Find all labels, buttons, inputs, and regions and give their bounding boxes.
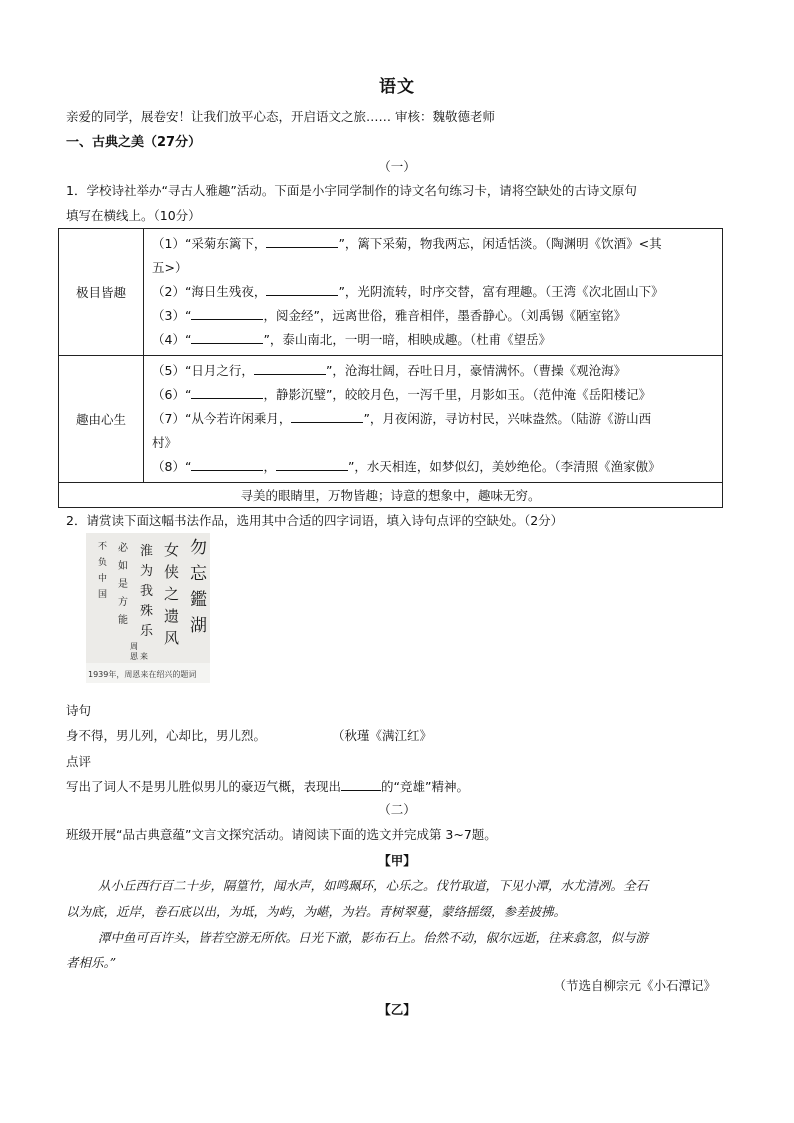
answer-blank[interactable] <box>276 456 348 471</box>
poem-label: 诗句 <box>66 703 92 718</box>
answer-blank[interactable] <box>341 776 381 791</box>
part-one-heading: （一） <box>378 159 416 174</box>
passage-jia-heading: 【甲】 <box>378 853 416 868</box>
calligraphy-char: 勿 <box>190 538 207 558</box>
calligraphy-char: 湖 <box>190 616 207 636</box>
intro-text: 亲爱的同学，展卷安！让我们放平心态，开启语文之旅…… 审核：魏敬德老师 <box>66 109 495 124</box>
calligraphy-char: 来 <box>140 652 148 661</box>
answer-blank[interactable] <box>191 305 263 320</box>
calligraphy-char: 殊 <box>140 604 154 619</box>
calligraphy-char: 国 <box>98 590 108 600</box>
group-1-items <box>144 229 723 356</box>
calligraphy-char: 之 <box>164 585 180 603</box>
calligraphy-char: 乐 <box>140 624 154 639</box>
group-2-items <box>144 356 723 483</box>
item-6: （6）“ ，静影沉璧”，皎皎月色，一泻千里，月影如玉。（范仲淹《岳阳楼记》 <box>152 383 716 407</box>
calligraphy-char: 淮 <box>140 544 154 559</box>
comment-text: 写出了词人不是男儿胜似男儿的豪迈气概，表现出 的“竞雄”精神。 <box>66 776 469 795</box>
poetry-practice-card <box>58 228 723 508</box>
calligraphy-char: 必 <box>118 543 128 554</box>
calligraphy-char: 遗 <box>164 607 180 625</box>
card-footer: 寻美的眼睛里，万物皆趣；诗意的想象中，趣味无穷。 <box>59 483 723 508</box>
page-title: 语文 <box>379 77 415 97</box>
classical-line-3: 潭中鱼可百许头，皆若空游无所依。日光下澈，影布石上。佁然不动，俶尔远逝，往来翕忽，似与游 <box>98 930 649 945</box>
question-1-line-1: 1．学校诗社举办“寻古人雅趣”活动。下面是小宇同学制作的诗文名句练习卡，请将空缺处的古诗文原句 <box>66 183 637 198</box>
part-two-heading: （二） <box>378 802 416 817</box>
answer-blank[interactable] <box>191 384 263 399</box>
group-label-2: 趣由心生 <box>59 356 144 483</box>
question-3-intro: 班级开展“品古典意蕴”文言文探究活动。请阅读下面的选文并完成第 3~7题。 <box>66 827 497 842</box>
poem-text: 身不得，男儿列，心却比，男儿烈。 <box>66 728 267 743</box>
item-5: （5）“日月之行， ”，沧海壮阔，吞吐日月，豪情满怀。（曹操《观沧海》 <box>152 359 716 383</box>
calligraphy-char: 能 <box>118 615 128 626</box>
classical-line-2: 以为底，近岸，卷石底以出，为坻，为屿，为嵁，为岩。青树翠蔓，蒙络摇缀，参差披拂。 <box>66 904 567 919</box>
calligraphy-char: 如 <box>118 561 128 572</box>
poem-source: （秋瑾《满江红》 <box>332 728 433 743</box>
passage-source: （节选自柳宗元《小石潭记》 <box>553 978 716 993</box>
answer-blank[interactable] <box>191 456 263 471</box>
item-3: （3）“ ，阅金经”，远离世俗，雅音相伴，墨香静心。（刘禹锡《陋室铭》 <box>152 304 716 328</box>
item-7: （7）“从今若许闲乘月， ”，月夜闲游，寻访村民，兴味盎然。（陆游《游山西 村》 <box>152 407 716 455</box>
answer-blank[interactable] <box>266 281 338 296</box>
item-4: （4）“ ”，泰山南北，一明一暗，相映成趣。（杜甫《望岳》 <box>152 328 716 352</box>
calligraphy-char: 周 <box>130 642 138 651</box>
calligraphy-char: 不 <box>98 542 108 552</box>
calligraphy-char: 鑑 <box>190 590 207 610</box>
calligraphy-char: 风 <box>164 629 180 647</box>
calligraphy-char: 方 <box>118 597 128 608</box>
calligraphy-char: 中 <box>98 574 108 584</box>
group-label-1: 极目皆趣 <box>59 229 144 356</box>
calligraphy-char: 侠 <box>164 563 180 581</box>
question-1-line-2: 填写在横线上。（10分） <box>66 208 201 223</box>
calligraphy-char: 恩 <box>130 652 138 661</box>
calligraphy-char: 忘 <box>190 564 207 584</box>
item-2: （2）“海日生残夜， ”，光阴流转，时序交替，富有理趣。（王湾《次北固山下》 <box>152 280 716 304</box>
answer-blank[interactable] <box>266 233 338 248</box>
passage-yi-heading: 【乙】 <box>378 1002 416 1017</box>
classical-line-1: 从小丘西行百二十步，隔篁竹，闻水声，如鸣珮环，心乐之。伐竹取道，下见小潭，水尤清冽。全石 <box>98 878 649 893</box>
calligraphy-image <box>86 533 210 683</box>
comment-label: 点评 <box>66 754 92 769</box>
item-8: （8）“ ， ”，水天相连，如梦似幻，美妙绝伦。（李清照《渔家傲》 <box>152 455 716 479</box>
calligraphy-char: 负 <box>98 558 108 568</box>
classical-line-4: 者相乐。” <box>66 955 117 970</box>
calligraphy-char: 是 <box>118 579 128 590</box>
answer-blank[interactable] <box>254 360 326 375</box>
section-heading: 一、古典之美（27分） <box>66 135 202 150</box>
item-1: （1）“采菊东篱下， ”，篱下采菊，物我两忘，闲适恬淡。（陶渊明《饮酒》<其 五>） <box>152 232 716 280</box>
calligraphy-col-3 <box>140 544 154 639</box>
calligraphy-caption: 1939年，周恩来在绍兴的题词 <box>88 670 197 679</box>
answer-blank[interactable] <box>191 329 263 344</box>
question-2: 2．请赏读下面这幅书法作品，选用其中合适的四字词语，填入诗句点评的空缺处。（2分） <box>66 513 564 528</box>
calligraphy-char: 女 <box>164 541 180 559</box>
calligraphy-col-2 <box>164 541 179 647</box>
calligraphy-char: 我 <box>140 584 154 599</box>
calligraphy-char: 为 <box>140 564 154 579</box>
answer-blank[interactable] <box>291 408 363 423</box>
